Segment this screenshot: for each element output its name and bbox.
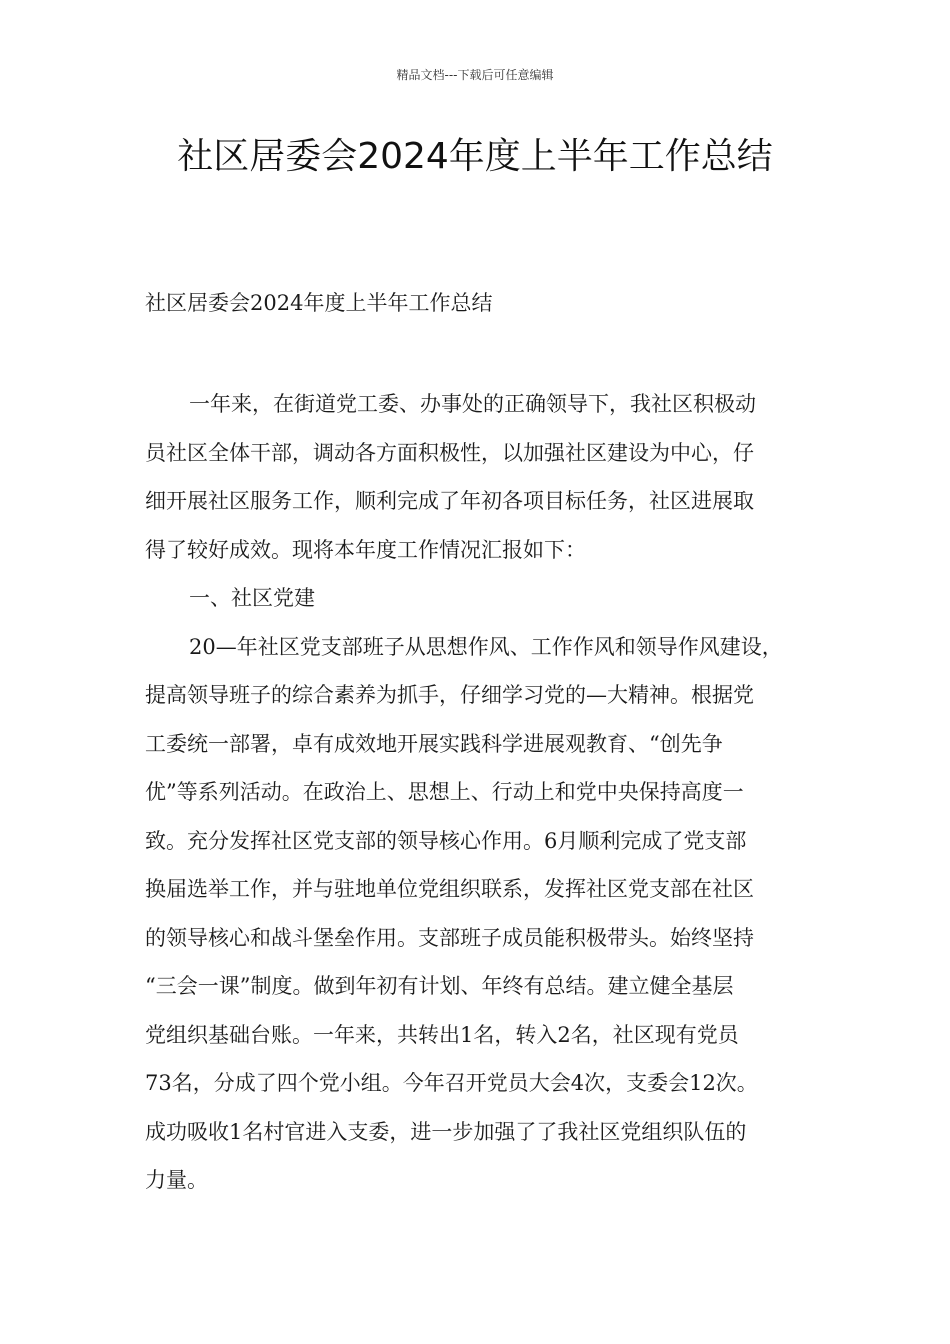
document-subtitle: 社区居委会2024年度上半年工作总结 xyxy=(145,291,493,315)
text-line: 一、社区党建 xyxy=(189,586,315,610)
text-line: 致。充分发挥社区党支部的领导核心作用。6月顺利完成了党支部 xyxy=(145,828,747,853)
paragraph-intro xyxy=(145,380,815,574)
text-line: 成功吸收1名村官进入支委，进一步加强了了我社区党组织队伍的 xyxy=(145,1119,747,1144)
text-line: 工委统一部署，卓有成效地开展实践科学进展观教育、“创先争 xyxy=(145,731,723,756)
text-line: 换届选举工作，并与驻地单位党组织联系，发挥社区党支部在社区 xyxy=(145,877,754,901)
text-line: 员社区全体干部，调动各方面积极性，以加强社区建设为中心，仔 xyxy=(145,440,754,465)
section-heading xyxy=(145,574,815,623)
text-line: 优”等系列活动。在政治上、思想上、行动上和党中央保持高度一 xyxy=(145,780,744,804)
text-line: 得了较好成效。现将本年度工作情况汇报如下： xyxy=(145,537,586,562)
document-title: 社区居委会2024年度上半年工作总结 xyxy=(177,136,773,177)
text-line: 党组织基础台账。一年来，共转出1名，转入2名，社区现有党员 xyxy=(145,1022,739,1047)
document-body xyxy=(145,380,815,1205)
text-line: 73名，分成了四个党小组。今年召开党员大会4次，支委会12次。 xyxy=(145,1071,758,1095)
text-line: 力量。 xyxy=(145,1168,208,1192)
text-line: “三会一课”制度。做到年初有计划、年终有总结。建立健全基层 xyxy=(145,974,734,998)
text-line: 的领导核心和战斗堡垒作用。支部班子成员能积极带头。始终坚持 xyxy=(145,925,754,950)
paragraph-party-building xyxy=(145,623,815,1205)
text-line: 20—年社区党支部班子从思想作风、工作作风和领导作风建设， xyxy=(189,634,783,659)
header-note: 精品文档---下载后可任意编辑 xyxy=(396,68,554,82)
text-line: 一年来，在街道党工委、办事处的正确领导下，我社区积极动 xyxy=(189,392,756,416)
text-line: 提高领导班子的综合素养为抓手，仔细学习党的—大精神。根据党 xyxy=(145,683,754,707)
text-line: 细开展社区服务工作，顺利完成了年初各项目标任务，社区进展取 xyxy=(145,489,754,513)
